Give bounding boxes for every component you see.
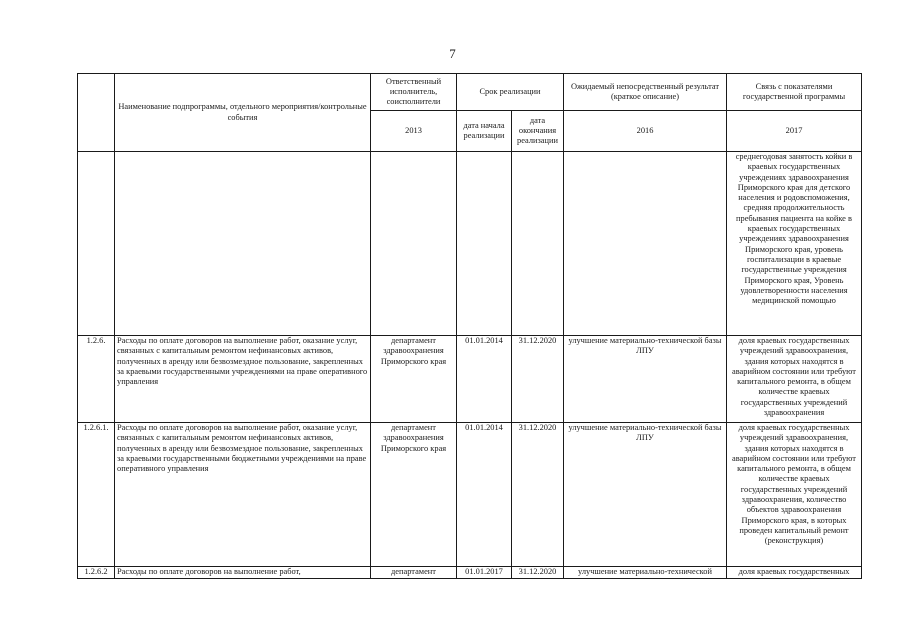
- header-num: [78, 74, 115, 152]
- row-name: [115, 152, 371, 336]
- row-link: доля краевых государственных учреждений здравоохранения, здания которых находятся в аварийном состоянии или требуют капитального ремонта, в общем количестве краевых государственных учреждений здравоохранения, количество объектов здравоохранения Приморского края, в которых проведен капитальный ремонт (реконструкция): [727, 423, 862, 567]
- program-table: [77, 73, 862, 579]
- header-result: Ожидаемый непосредственный результат (краткое описание): [564, 74, 727, 111]
- row-start: [457, 152, 512, 336]
- row-start: 01.01.2014: [457, 336, 512, 423]
- header-period: Срок реализации: [457, 74, 564, 111]
- row-end: 31.12.2020: [512, 567, 564, 579]
- header-link: Связь с показателями государственной программы: [727, 74, 862, 111]
- row-result: улучшение материально-технической базы ЛПУ: [564, 336, 727, 423]
- row-end: 31.12.2020: [512, 423, 564, 567]
- table-row: [78, 423, 862, 567]
- row-start: 01.01.2017: [457, 567, 512, 579]
- row-num: 1.2.6.: [78, 336, 115, 423]
- row-num: [78, 152, 115, 336]
- row-num: 1.2.6.2: [78, 567, 115, 579]
- row-link: доля краевых государственных учреждений здравоохранения, здания которых находятся в аварийном состоянии или требуют капитального ремонта, в общем количестве краевых государственных учреждений здравоохранения: [727, 336, 862, 423]
- row-name: Расходы по оплате договоров на выполнение работ, оказание услуг, связанных с капитальным ремонтом нефинансовых активов, полученных в аренду или безвозмездное пользование, закрепленных за краевыми государственными учреждениями на праве оперативного управления: [115, 336, 371, 423]
- header-responsible: Ответственный исполнитель, соисполнители: [371, 74, 457, 111]
- table-row: [78, 336, 862, 423]
- row-num: 1.2.6.1.: [78, 423, 115, 567]
- row-result: [564, 152, 727, 336]
- header-start: дата начала реализации: [457, 111, 512, 152]
- table-row: [78, 567, 862, 579]
- header-end: дата окончания реализации: [512, 111, 564, 152]
- row-responsible: департамент здравоохранения Приморского края: [371, 336, 457, 423]
- header-2017: 2017: [727, 111, 862, 152]
- row-end: 31.12.2020: [512, 336, 564, 423]
- row-start: 01.01.2014: [457, 423, 512, 567]
- row-result: улучшение материально-технической: [564, 567, 727, 579]
- row-link: среднегодовая занятость койки в краевых государственных учреждениях здравоохранения Приморского края для детского населения и родовспоможения, средняя продолжительность пребывания пациента на койке в краевых государственных учреждениях здравоохранения Приморского края, уровень госпитализации в краевые государственные учреждения Приморского края, Уровень удовлетворенности населения медицинской помощью: [727, 152, 862, 336]
- row-responsible: департамент: [371, 567, 457, 579]
- row-responsible: департамент здравоохранения Приморского края: [371, 423, 457, 567]
- page-number: 7: [449, 46, 456, 61]
- header-name: Наименование подпрограммы, отдельного мероприятия/контрольные события: [115, 74, 371, 152]
- table-row: [78, 152, 862, 336]
- row-name: Расходы по оплате договоров на выполнение работ, оказание услуг, связанных с капитальным ремонтом нефинансовых активов, полученных в аренду или безвозмездное пользование, закрепленных за краевыми государственными бюджетными учреждениями на праве оперативного управления: [115, 423, 371, 567]
- row-name: Расходы по оплате договоров на выполнение работ,: [115, 567, 371, 579]
- row-link: доля краевых государственных: [727, 567, 862, 579]
- row-responsible: [371, 152, 457, 336]
- row-end: [512, 152, 564, 336]
- header-2013: 2013: [371, 111, 457, 152]
- header-2016: 2016: [564, 111, 727, 152]
- row-result: улучшение материально-технической базы ЛПУ: [564, 423, 727, 567]
- header-row-1: [78, 74, 862, 111]
